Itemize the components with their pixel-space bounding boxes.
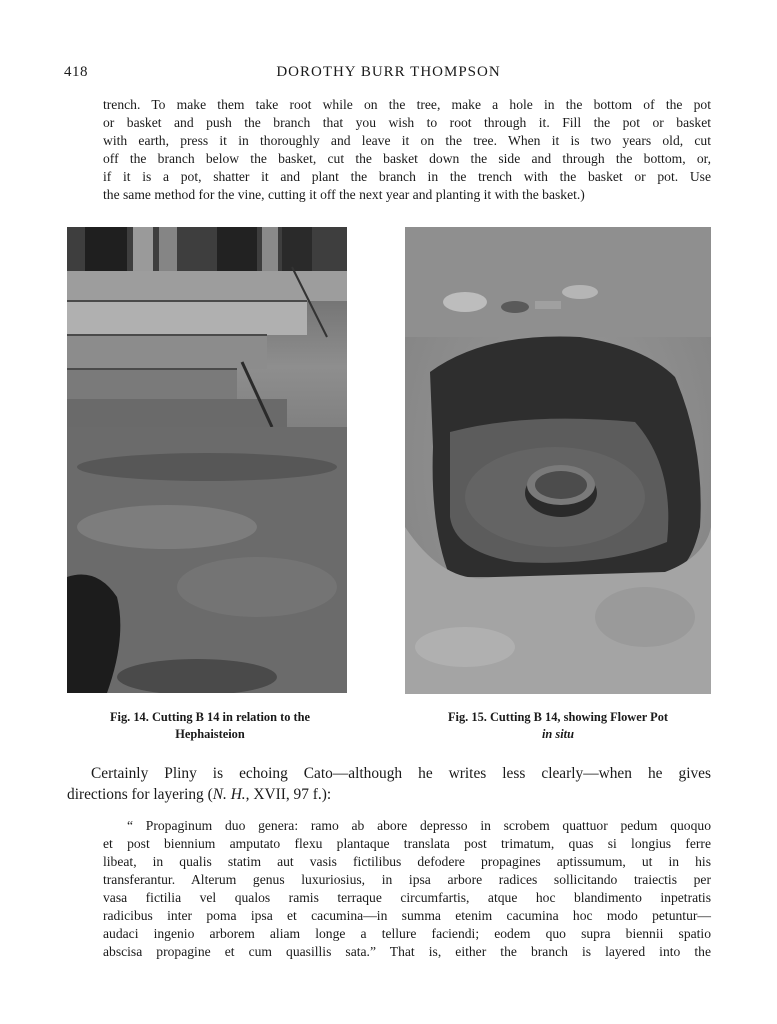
figure-14-caption (60, 709, 360, 743)
text-line (67, 784, 711, 805)
caption-line: Hephaisteion (175, 727, 245, 741)
text-line: with earth, press it in thoroughly and leave it on the tree. When it is two years old, cut (103, 133, 711, 149)
page-number: 418 (64, 64, 88, 80)
caption-line: Fig. 15. Cutting B 14, showing Flower Pot (447, 710, 669, 724)
quote-line: abscisa propagine et cum quasillis sata.” That is, either the branch is layered into the (103, 944, 711, 959)
text-line: or basket and push the branch that you wish to root through it. Fill the pot or basket (103, 115, 711, 131)
paragraph-2 (67, 763, 711, 805)
figure-14-photo (67, 227, 347, 693)
caption-line: Fig. 14. Cutting B 14 in relation to the (109, 710, 311, 724)
text-line: off the branch below the basket, cut the basket down the side and through the bottom, or, (103, 151, 711, 167)
text-line: the same method for the vine, cutting it off the next year and planting it with the basket.) (103, 187, 585, 203)
text-segment: directions for layering ( (67, 786, 213, 803)
paragraph-1 (103, 96, 711, 205)
quote-line: transferantur. Alterum genus luxuriosius, in ipsa arbore radices sollicitando traiectis per (103, 872, 711, 887)
text-line: if it is a pot, shatter it and plant the branch in the trench with the basket or pot. Use (103, 169, 711, 185)
latin-quotation (103, 817, 711, 961)
caption-line: in situ (541, 727, 575, 741)
running-head: DOROTHY BURR THOMPSON (276, 64, 501, 80)
text-segment: XVII, 97 f.): (249, 786, 332, 803)
text-line: trench. To make them take root while on the tree, make a hole in the bottom of the pot (103, 97, 711, 112)
quote-line: libeat, in qualis statim aut vasis fictilibus defodere propagines aptissumum, ut in his (103, 854, 711, 869)
quote-line: audaci ingenio arborem aliam longe a tellure faciendi; eodem quo supra biennii spatio (103, 926, 711, 941)
figure-15-caption (398, 709, 718, 743)
figure-15-image (405, 227, 711, 694)
quote-line: et post biennium amputato flexu plantaque translata post trimatum, quas si longius ferre (103, 836, 711, 851)
citation-reference: N. H., (212, 786, 250, 803)
figure-15-photo (405, 227, 711, 694)
figure-14-image (67, 227, 347, 693)
quote-line: vasa fictilia vel qualos ramis terraque circumfartis, atque hoc blandimento inpetratis (103, 890, 711, 905)
quote-line: radicibus inter poma ipsa et cacumina—in summa etenim cacumina hoc modo petuntur— (103, 908, 711, 923)
text-line: Certainly Pliny is echoing Cato—although he writes less clearly—when he gives (91, 765, 711, 782)
quote-line: “ Propaginum duo genera: ramo ab abore depresso in scrobem quattuor pedum quoquo (127, 818, 711, 833)
